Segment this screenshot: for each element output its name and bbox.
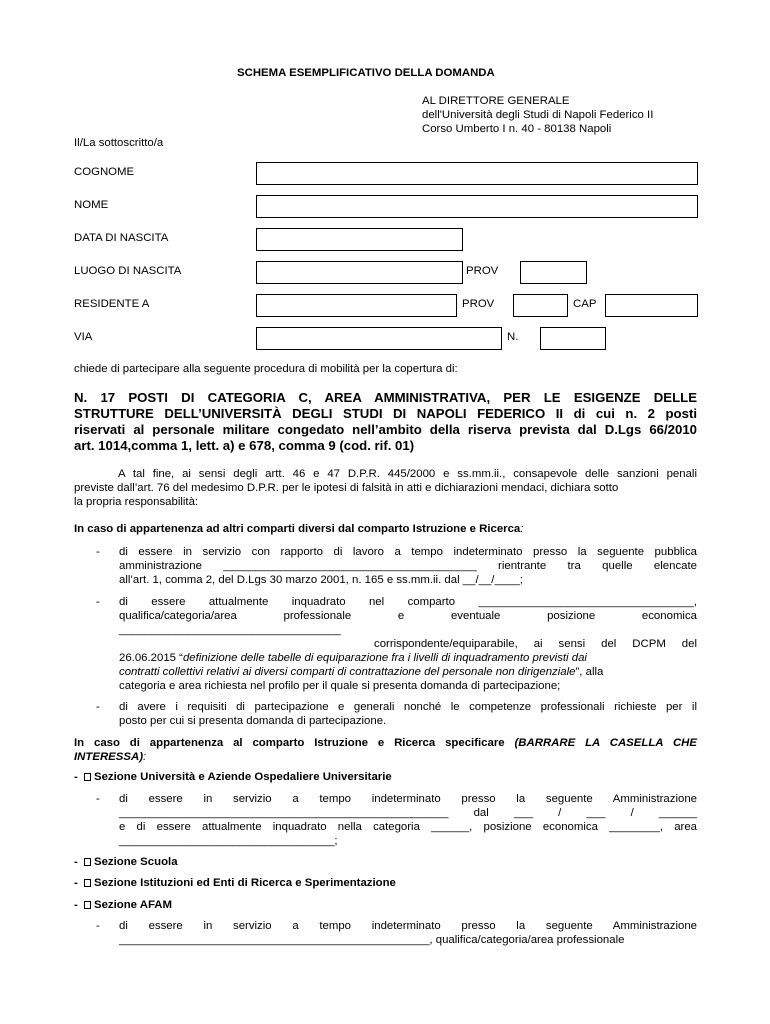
bullet-dash: - — [96, 596, 100, 608]
intro-line-2: previste dall’art. 76 del medesimo D.P.R. per le ipotesi di falsità in atti e dichiarazioni mendaci, dichiara sotto — [74, 482, 619, 494]
bullet2-line-1: di essere attualmente inquadrato nel comparto __________________________________, — [119, 596, 697, 608]
sezione-universita: - Sezione Università e Aziende Ospedaliere Universitarie — [74, 771, 392, 783]
numero-field[interactable] — [540, 327, 606, 350]
bullet4-line-3: e di essere attualmente inquadrato nella categoria ______, posizione economica ________, area — [119, 821, 697, 833]
sezione-prefix: - — [74, 856, 81, 868]
sezione-prefix: - — [74, 899, 81, 911]
sezione-istituzioni: - Sezione Istituzioni ed Enti di Ricerca e Sperimentazione — [74, 877, 396, 889]
cognome-label: COGNOME — [74, 166, 135, 178]
bullet1-line-3: all’art. 1, comma 2, del D.Lgs 30 marzo 2001, n. 165 e ss.mm.ii. dal __/__/____; — [119, 574, 523, 586]
addressee-line-3: Corso Umberto I n. 40 - 80138 Napoli — [422, 123, 612, 135]
bullet2-line-6: contratti collettivi relativi ai diversi comparti di contrattazione del personale non dirigenziale”, alla — [119, 666, 604, 678]
bullet2-line-4: corrispondente/equiparabile, ai sensi del DCPM del — [374, 638, 697, 650]
residente-field[interactable] — [256, 294, 457, 317]
position-heading-line-2: STRUTTURE DELL’UNIVERSITÀ DEGLI STUDI DI NAPOLI FEDERICO II di cui n. 2 posti — [74, 406, 697, 421]
bullet2-line-3: ___________________________________ — [119, 624, 341, 636]
nome-field[interactable] — [256, 195, 698, 218]
numero-label: N. — [507, 331, 519, 343]
bullet3-line-1: di avere i requisiti di partecipazione e generali nonché le competenze professionali richieste per il — [119, 701, 697, 713]
addressee-line-2: dell'Università degli Studi di Napoli Federico II — [422, 109, 654, 121]
prov-label-2: PROV — [462, 298, 495, 310]
prov-label-1: PROV — [466, 265, 499, 277]
section2-title-cont: INTERESSA): — [74, 751, 147, 763]
bullet-dash: - — [96, 793, 100, 805]
bullet-dash: - — [96, 546, 100, 558]
sezione-scuola: - Sezione Scuola — [74, 856, 178, 868]
luogo-nascita-label: LUOGO DI NASCITA — [74, 265, 182, 277]
data-nascita-field[interactable] — [256, 228, 463, 251]
section1-title: In caso di appartenenza ad altri comparti diversi dal comparto Istruzione e Ricerca: — [74, 523, 524, 535]
bullet-dash: - — [96, 920, 100, 932]
prov-field-1[interactable] — [520, 261, 587, 284]
data-nascita-label: DATA DI NASCITA — [74, 232, 169, 244]
bullet2-line-5: 26.06.2015 “definizione delle tabelle di equiparazione fra i livelli di inquadramento previsti dai — [119, 652, 587, 664]
position-heading-line-3: riservati al personale militare congedato nell’ambito della riserva prevista dal D.Lgs 66/2010 — [74, 422, 697, 437]
checkbox-scuola[interactable] — [84, 858, 91, 866]
nome-label: NOME — [74, 199, 109, 211]
bullet1-line-2: amministrazione ________________________________________ rientrante tra quelle elencate — [119, 560, 697, 572]
sezione-afam: - Sezione AFAM — [74, 899, 173, 911]
intro-line-1: A tal fine, ai sensi degli artt. 46 e 47 D.P.R. 445/2000 e ss.mm.ii., consapevole delle sanzioni penali — [118, 468, 697, 480]
bullet4-line-1: di essere in servizio a tempo indeterminato presso la seguente Amministrazione — [119, 793, 697, 805]
cognome-field[interactable] — [256, 162, 698, 185]
checkbox-istituzioni[interactable] — [84, 879, 91, 887]
via-label: VIA — [74, 331, 93, 343]
luogo-nascita-field[interactable] — [256, 261, 463, 284]
bullet2-line-2: qualifica/categoria/area professionale e eventuale posizione economica — [119, 610, 697, 622]
section2-title: In caso di appartenenza al comparto Istruzione e Ricerca specificare (BARRARE LA CASELLA CHE — [74, 737, 697, 749]
bullet5-line-1: di essere in servizio a tempo indeterminato presso la seguente Amministrazione — [119, 920, 697, 932]
sezione-prefix: - — [74, 771, 81, 783]
cap-field[interactable] — [605, 294, 698, 317]
page-title: SCHEMA ESEMPLIFICATIVO DELLA DOMANDA — [237, 67, 495, 79]
prov-field-2[interactable] — [513, 294, 568, 317]
position-heading-line-4: art. 1014,comma 1, lett. a) e 678, comma 9 (cod. rif. 01) — [74, 438, 415, 453]
residente-label: RESIDENTE A — [74, 298, 150, 310]
position-heading-line-1: N. 17 POSTI DI CATEGORIA C, AREA AMMINISTRATIVA, PER LE ESIGENZE DELLE — [74, 390, 697, 405]
subscriber-label: Il/La sottoscritto/a — [74, 137, 164, 149]
cap-label: CAP — [573, 298, 597, 310]
bullet-dash: - — [96, 701, 100, 713]
addressee-line-1: AL DIRETTORE GENERALE — [422, 95, 570, 107]
bullet2-line-7: categoria e area richiesta nel profilo per il quale si presenta domanda di partecipazione; — [119, 680, 561, 692]
checkbox-afam[interactable] — [84, 901, 91, 909]
bullet4-line-2: ____________________________________________________ dal ___ / ___ / ______ — [119, 807, 697, 819]
bullet5-line-2: _________________________________________________, qualifica/categoria/area professionale — [119, 934, 625, 946]
checkbox-universita[interactable] — [84, 773, 91, 781]
chiede-text: chiede di partecipare alla seguente procedura di mobilità per la copertura di: — [74, 363, 458, 375]
bullet4-line-4: __________________________________; — [119, 835, 338, 847]
bullet3-line-2: posto per cui si presenta domanda di partecipazione. — [119, 715, 387, 727]
sezione-prefix: - — [74, 877, 81, 889]
intro-line-3: la propria responsabilità: — [74, 496, 199, 508]
via-field[interactable] — [256, 327, 502, 350]
bullet1-line-1: di essere in servizio con rapporto di lavoro a tempo indeterminato presso la seguente pubblica — [119, 546, 697, 558]
